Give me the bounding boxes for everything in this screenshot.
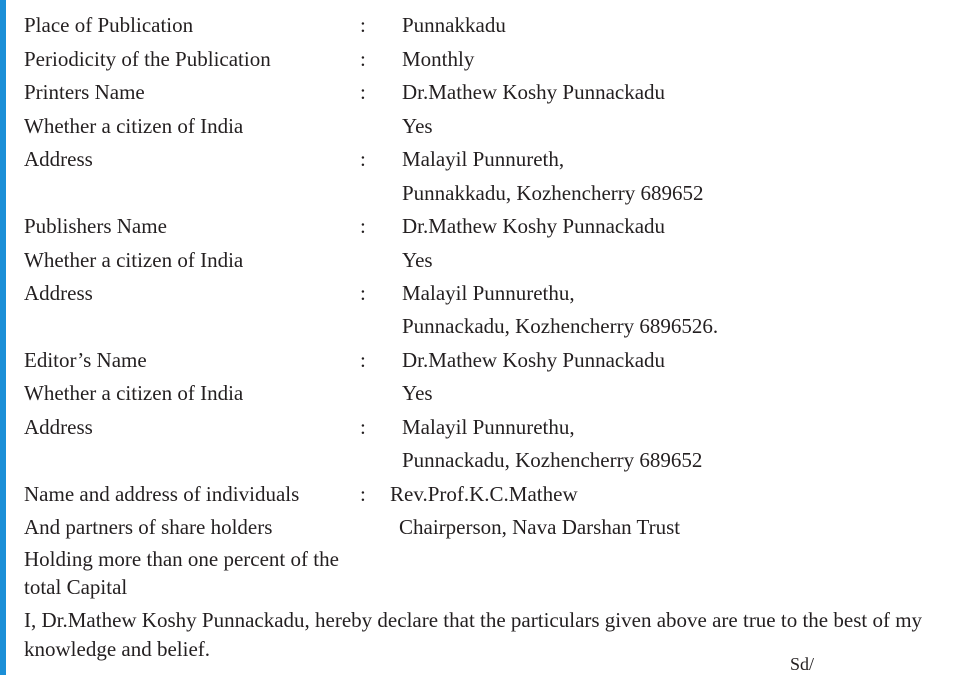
field-value: Chairperson, Nava Darshan Trust	[399, 515, 681, 539]
field-colon: :	[360, 80, 366, 104]
field-value: Malayil Punnurethu,	[402, 415, 575, 439]
field-value: Dr.Mathew Koshy Punnackadu	[402, 80, 666, 104]
signature-note: Sd/	[790, 654, 815, 674]
field-colon: :	[360, 47, 366, 71]
field-label: Place of Publication	[24, 13, 194, 37]
field-value: Punnackadu, Kozhencherry 6896526.	[402, 314, 719, 338]
field-label: Name and address of individuals	[24, 482, 300, 506]
editor-citizen-row	[0, 378, 971, 408]
field-label: Address	[24, 147, 93, 171]
field-label: Whether a citizen of India	[24, 114, 244, 138]
field-value: Dr.Mathew Koshy Punnackadu	[402, 214, 666, 238]
field-label: Printers Name	[24, 80, 145, 104]
field-value: Rev.Prof.K.C.Mathew	[390, 482, 578, 506]
field-value: Yes	[402, 248, 433, 272]
publisher-citizen-row	[0, 245, 971, 275]
field-value: Monthly	[402, 47, 475, 71]
printer-citizen-row	[0, 111, 971, 141]
printer-address-row	[0, 144, 971, 174]
holding-label	[24, 545, 339, 601]
periodicity-row	[0, 44, 971, 74]
field-label: Address	[24, 281, 93, 305]
field-colon: :	[360, 147, 366, 171]
field-value: Punnackadu, Kozhencherry 689652	[402, 448, 703, 472]
editors-name-row	[0, 345, 971, 375]
field-label: And partners of share holders	[24, 515, 273, 539]
holding-line-1: Holding more than one percent of the	[24, 547, 339, 571]
place-of-publication-row	[0, 10, 971, 40]
field-colon: :	[360, 482, 366, 506]
field-label: Editor’s Name	[24, 348, 147, 372]
individuals-row	[0, 479, 971, 509]
share-holders-row	[0, 512, 971, 542]
field-colon: :	[360, 13, 366, 37]
field-value: Yes	[402, 114, 433, 138]
printer-address-continued-row	[0, 178, 971, 208]
publisher-address-continued-row	[0, 311, 971, 341]
field-value: Malayil Punnurethu,	[402, 281, 575, 305]
field-label: Whether a citizen of India	[24, 381, 244, 405]
field-label: Publishers Name	[24, 214, 167, 238]
holding-line-2: total Capital	[24, 575, 128, 599]
field-colon: :	[360, 348, 366, 372]
field-colon: :	[360, 281, 366, 305]
field-colon: :	[360, 415, 366, 439]
field-label: Address	[24, 415, 93, 439]
field-label: Whether a citizen of India	[24, 248, 244, 272]
publisher-address-row	[0, 278, 971, 308]
field-value: Punnakkadu	[402, 13, 506, 37]
field-colon: :	[360, 214, 366, 238]
printers-name-row	[0, 77, 971, 107]
field-value: Dr.Mathew Koshy Punnackadu	[402, 348, 666, 372]
publishers-name-row	[0, 211, 971, 241]
field-value: Punnakkadu, Kozhencherry 689652	[402, 181, 704, 205]
field-value: Yes	[402, 381, 433, 405]
field-label: Periodicity of the Publication	[24, 47, 271, 71]
editor-address-continued-row	[0, 445, 971, 475]
editor-address-row	[0, 412, 971, 442]
declaration-text: I, Dr.Mathew Koshy Punnackadu, hereby declare that the particulars given above are true to the best of my knowledge and belief.	[24, 608, 923, 661]
field-value: Malayil Punnureth,	[402, 147, 565, 171]
